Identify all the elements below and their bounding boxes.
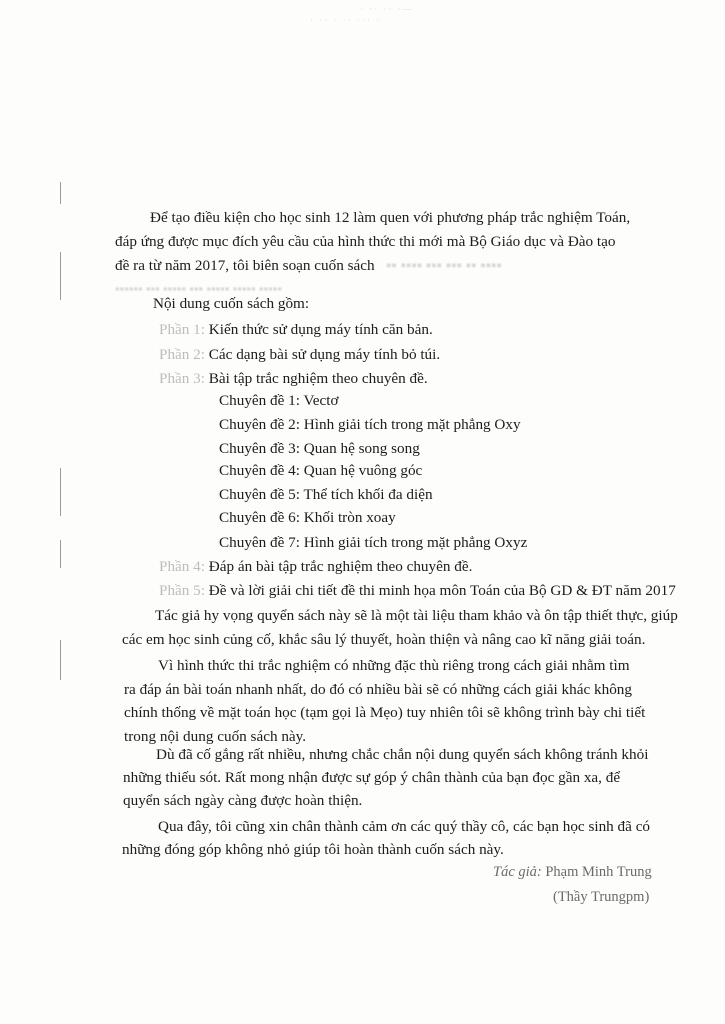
method-line-2: ra đáp án bài toán nhanh nhất, do đó có nhiều bài sẽ có những cách giải khác không: [124, 681, 632, 698]
author-signature: [493, 864, 652, 881]
topic-item: Chuyên đề 5: Thể tích khối đa diện: [219, 486, 433, 503]
part-1-label: Phần 1:: [159, 321, 205, 338]
part-2-text: Các dạng bài sử dụng máy tính bỏ túi.: [208, 346, 441, 363]
effort-line-3: quyển sách ngày càng được hoàn thiện.: [123, 792, 363, 809]
intro-line-3: [115, 254, 502, 277]
intro-line-2: đáp ứng được mục đích yêu cầu của hình thức thi mới mà Bộ Giáo dục và Đào tạo: [115, 233, 616, 250]
method-line-4: trong nội dung cuốn sách này.: [124, 728, 307, 745]
margin-mark: [60, 468, 61, 516]
margin-mark: [60, 540, 61, 568]
topic-item: Chuyên đề 6: Khối tròn xoay: [219, 509, 396, 526]
part-3-text: Bài tập trắc nghiệm theo chuyên đề.: [208, 370, 428, 387]
part-4-text: Đáp án bài tập trắc nghiệm theo chuyên đề.: [208, 558, 473, 575]
part-1-text: Kiến thức sử dụng máy tính căn bản.: [208, 321, 433, 338]
part-1: [159, 318, 433, 341]
part-3-label: Phần 3:: [159, 370, 205, 387]
margin-mark: [60, 640, 61, 680]
topic-item: Chuyên đề 3: Quan hệ song song: [219, 440, 420, 457]
contents-heading: Nội dung cuốn sách gồm:: [153, 295, 310, 312]
method-line-1: Vì hình thức thi trắc nghiệm có những đặc thù riêng trong cách giải nhằm tìm: [158, 657, 630, 674]
part-4-label: Phần 4:: [159, 558, 205, 575]
margin-mark: [60, 182, 61, 204]
effort-line-2: những thiếu sót. Rất mong nhận được sự góp ý chân thành của bạn đọc gần xa, để: [123, 769, 621, 786]
faded-book-title-continued: ▪▪▪▪▪▪ ▪▪▪ ▪▪▪▪▪ ▪▪▪ ▪▪▪▪▪ ▪▪▪▪▪ ▪▪▪▪▪: [115, 281, 282, 296]
topic-item: Chuyên đề 7: Hình giải tích trong mặt phẳng Oxyz: [219, 534, 528, 551]
hope-line-1: Tác giả hy vọng quyển sách này sẽ là một tài liệu tham khảo và ôn tập thiết thực, giúp: [155, 607, 678, 624]
part-2: [159, 343, 440, 366]
part-3: [159, 367, 428, 390]
topic-item: Chuyên đề 4: Quan hệ vuông góc: [219, 462, 423, 479]
effort-line-1: Dù đã cố gắng rất nhiều, nhưng chắc chắn nội dung quyển sách không tránh khỏi: [156, 746, 649, 763]
topic-item: Chuyên đề 2: Hình giải tích trong mặt phẳng Oxy: [219, 416, 521, 433]
part-4: [159, 555, 472, 578]
topic-item: Chuyên đề 1: Vectơ: [219, 392, 339, 409]
thanks-line-2: những đóng góp không nhỏ giúp tôi hoàn thành cuốn sách này.: [122, 841, 504, 858]
hope-line-2: các em học sinh củng cố, khắc sâu lý thuyết, hoàn thiện và nâng cao kĩ năng giải toán.: [122, 631, 646, 648]
thanks-line-1: Qua đây, tôi cũng xin chân thành cảm ơn các quý thầy cô, các bạn học sinh đã có: [158, 818, 651, 835]
part-2-label: Phần 2:: [159, 346, 205, 363]
faint-header-artifact: · ·· ·· ·— · ·· · ·· ··· ·: [310, 4, 414, 25]
author-nickname: (Thầy Trungpm): [553, 889, 650, 905]
intro-line-1: Để tạo điều kiện cho học sinh 12 làm quen với phương pháp trắc nghiệm Toán,: [150, 209, 631, 226]
intro-line-3-text: đề ra từ năm 2017, tôi biên soạn cuốn sách: [115, 257, 375, 274]
faded-book-title: ▪▪ ▪▪▪▪ ▪▪▪ ▪▪▪ ▪▪ ▪▪▪▪: [378, 257, 502, 274]
author-name: Phạm Minh Trung: [545, 864, 652, 880]
part-5-label: Phần 5:: [159, 582, 205, 599]
part-5: [159, 579, 676, 602]
margin-mark: [60, 252, 61, 300]
part-5-text: Đề và lời giải chi tiết đề thi minh họa môn Toán của Bộ GD & ĐT năm 2017: [208, 582, 676, 599]
method-line-3: chính thống về mặt toán học (tạm gọi là Mẹo) tuy nhiên tôi sẽ không trình bày chi tiết: [124, 704, 646, 721]
author-label: Tác giả:: [493, 864, 542, 880]
